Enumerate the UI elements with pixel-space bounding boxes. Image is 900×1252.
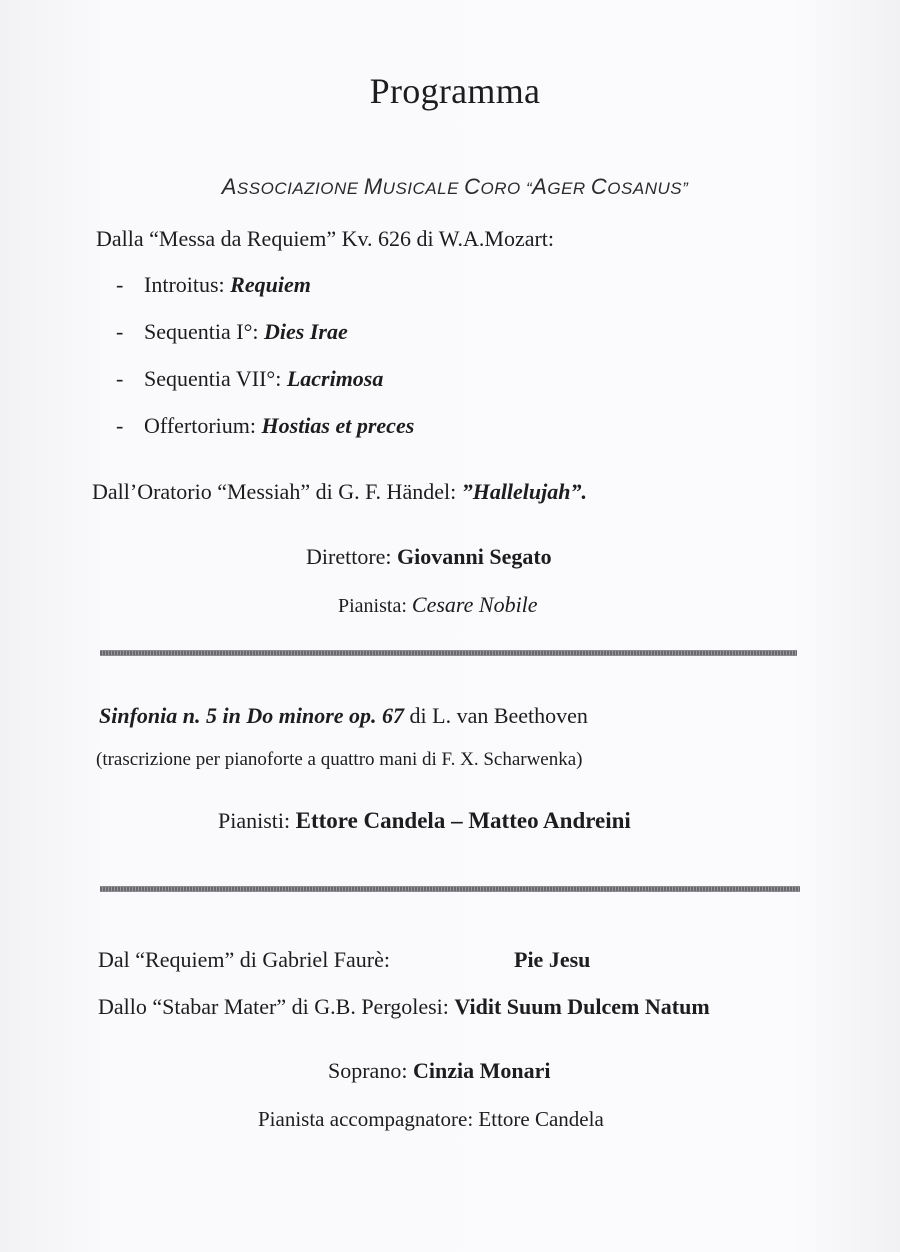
soprano-line [328, 1058, 550, 1084]
soprano-name: Cinzia Monari [412, 1058, 551, 1083]
handel-line [92, 479, 587, 505]
director-label: Direttore: [306, 544, 398, 569]
beethoven-composer: di L. van Beethoven [404, 703, 588, 728]
item-label: Offertorium: [144, 413, 262, 438]
director-name: Giovanni Segato [397, 544, 552, 569]
item-label: Introitus: [144, 272, 231, 297]
pianists-label: Pianisti: [218, 808, 296, 833]
assoc-part: OSANUS” [607, 179, 689, 198]
pianist-name: Cesare Nobile [411, 592, 538, 617]
beethoven-work: Sinfonia n. 5 in Do minore op. 67 [99, 703, 405, 728]
item-work: Dies Irae [264, 319, 348, 344]
handel-intro: Dall’Oratorio “Messiah” di G. F. Händel: [92, 479, 462, 504]
item-work: Lacrimosa [286, 366, 384, 391]
item-dash: - [116, 319, 124, 344]
assoc-part: A [532, 174, 548, 199]
pergolesi-line [98, 994, 710, 1020]
assoc-part: C [590, 174, 608, 199]
assoc-part: C [464, 174, 481, 199]
section-divider [100, 650, 797, 656]
faure-intro: Dal “Requiem” di Gabriel Faurè: [98, 947, 391, 972]
faure-work: Pie Jesu [514, 947, 591, 972]
mozart-intro: Dalla “Messa da Requiem” Kv. 626 di W.A.Mozart: [96, 226, 555, 251]
assoc-part: M [363, 174, 383, 199]
pergolesi-intro: Dallo “Stabar Mater” di G.B. Pergolesi: [98, 994, 455, 1019]
handel-work: ”Hallelujah”. [461, 479, 587, 504]
accompanist-line: Pianista accompagnatore: Ettore Candela [258, 1107, 604, 1131]
transcription-note: (trascrizione per pianoforte a quattro mani di F. X. Scharwenka) [96, 749, 583, 770]
item-label: Sequentia VII°: [144, 366, 287, 391]
association-name [0, 174, 900, 200]
program-item [116, 413, 414, 439]
item-dash: - [116, 272, 124, 297]
item-dash: - [116, 413, 124, 438]
section-divider [100, 886, 800, 892]
assoc-part: SSOCIAZIONE [236, 179, 364, 198]
item-work: Hostias et preces [261, 413, 415, 438]
program-item [116, 366, 383, 392]
assoc-part: GER [547, 179, 591, 198]
assoc-part: A [221, 174, 237, 199]
pianist-line [338, 592, 538, 618]
pianists-line [218, 808, 631, 834]
page-title: Programma [369, 71, 541, 111]
pianists-names: Ettore Candela – Matteo Andreini [295, 808, 631, 833]
director-line [306, 544, 552, 570]
program-item [116, 272, 311, 298]
soprano-label: Soprano: [328, 1058, 413, 1083]
beethoven-line [99, 703, 588, 729]
item-label: Sequentia I°: [144, 319, 264, 344]
item-dash: - [116, 366, 124, 391]
assoc-part: ORO “ [480, 179, 533, 198]
pergolesi-work: Vidit Suum Dulcem Natum [454, 994, 710, 1019]
pianist-label: Pianista: [338, 595, 412, 617]
assoc-part: USICALE [382, 179, 465, 198]
program-item [116, 319, 348, 345]
item-work: Requiem [230, 272, 311, 297]
